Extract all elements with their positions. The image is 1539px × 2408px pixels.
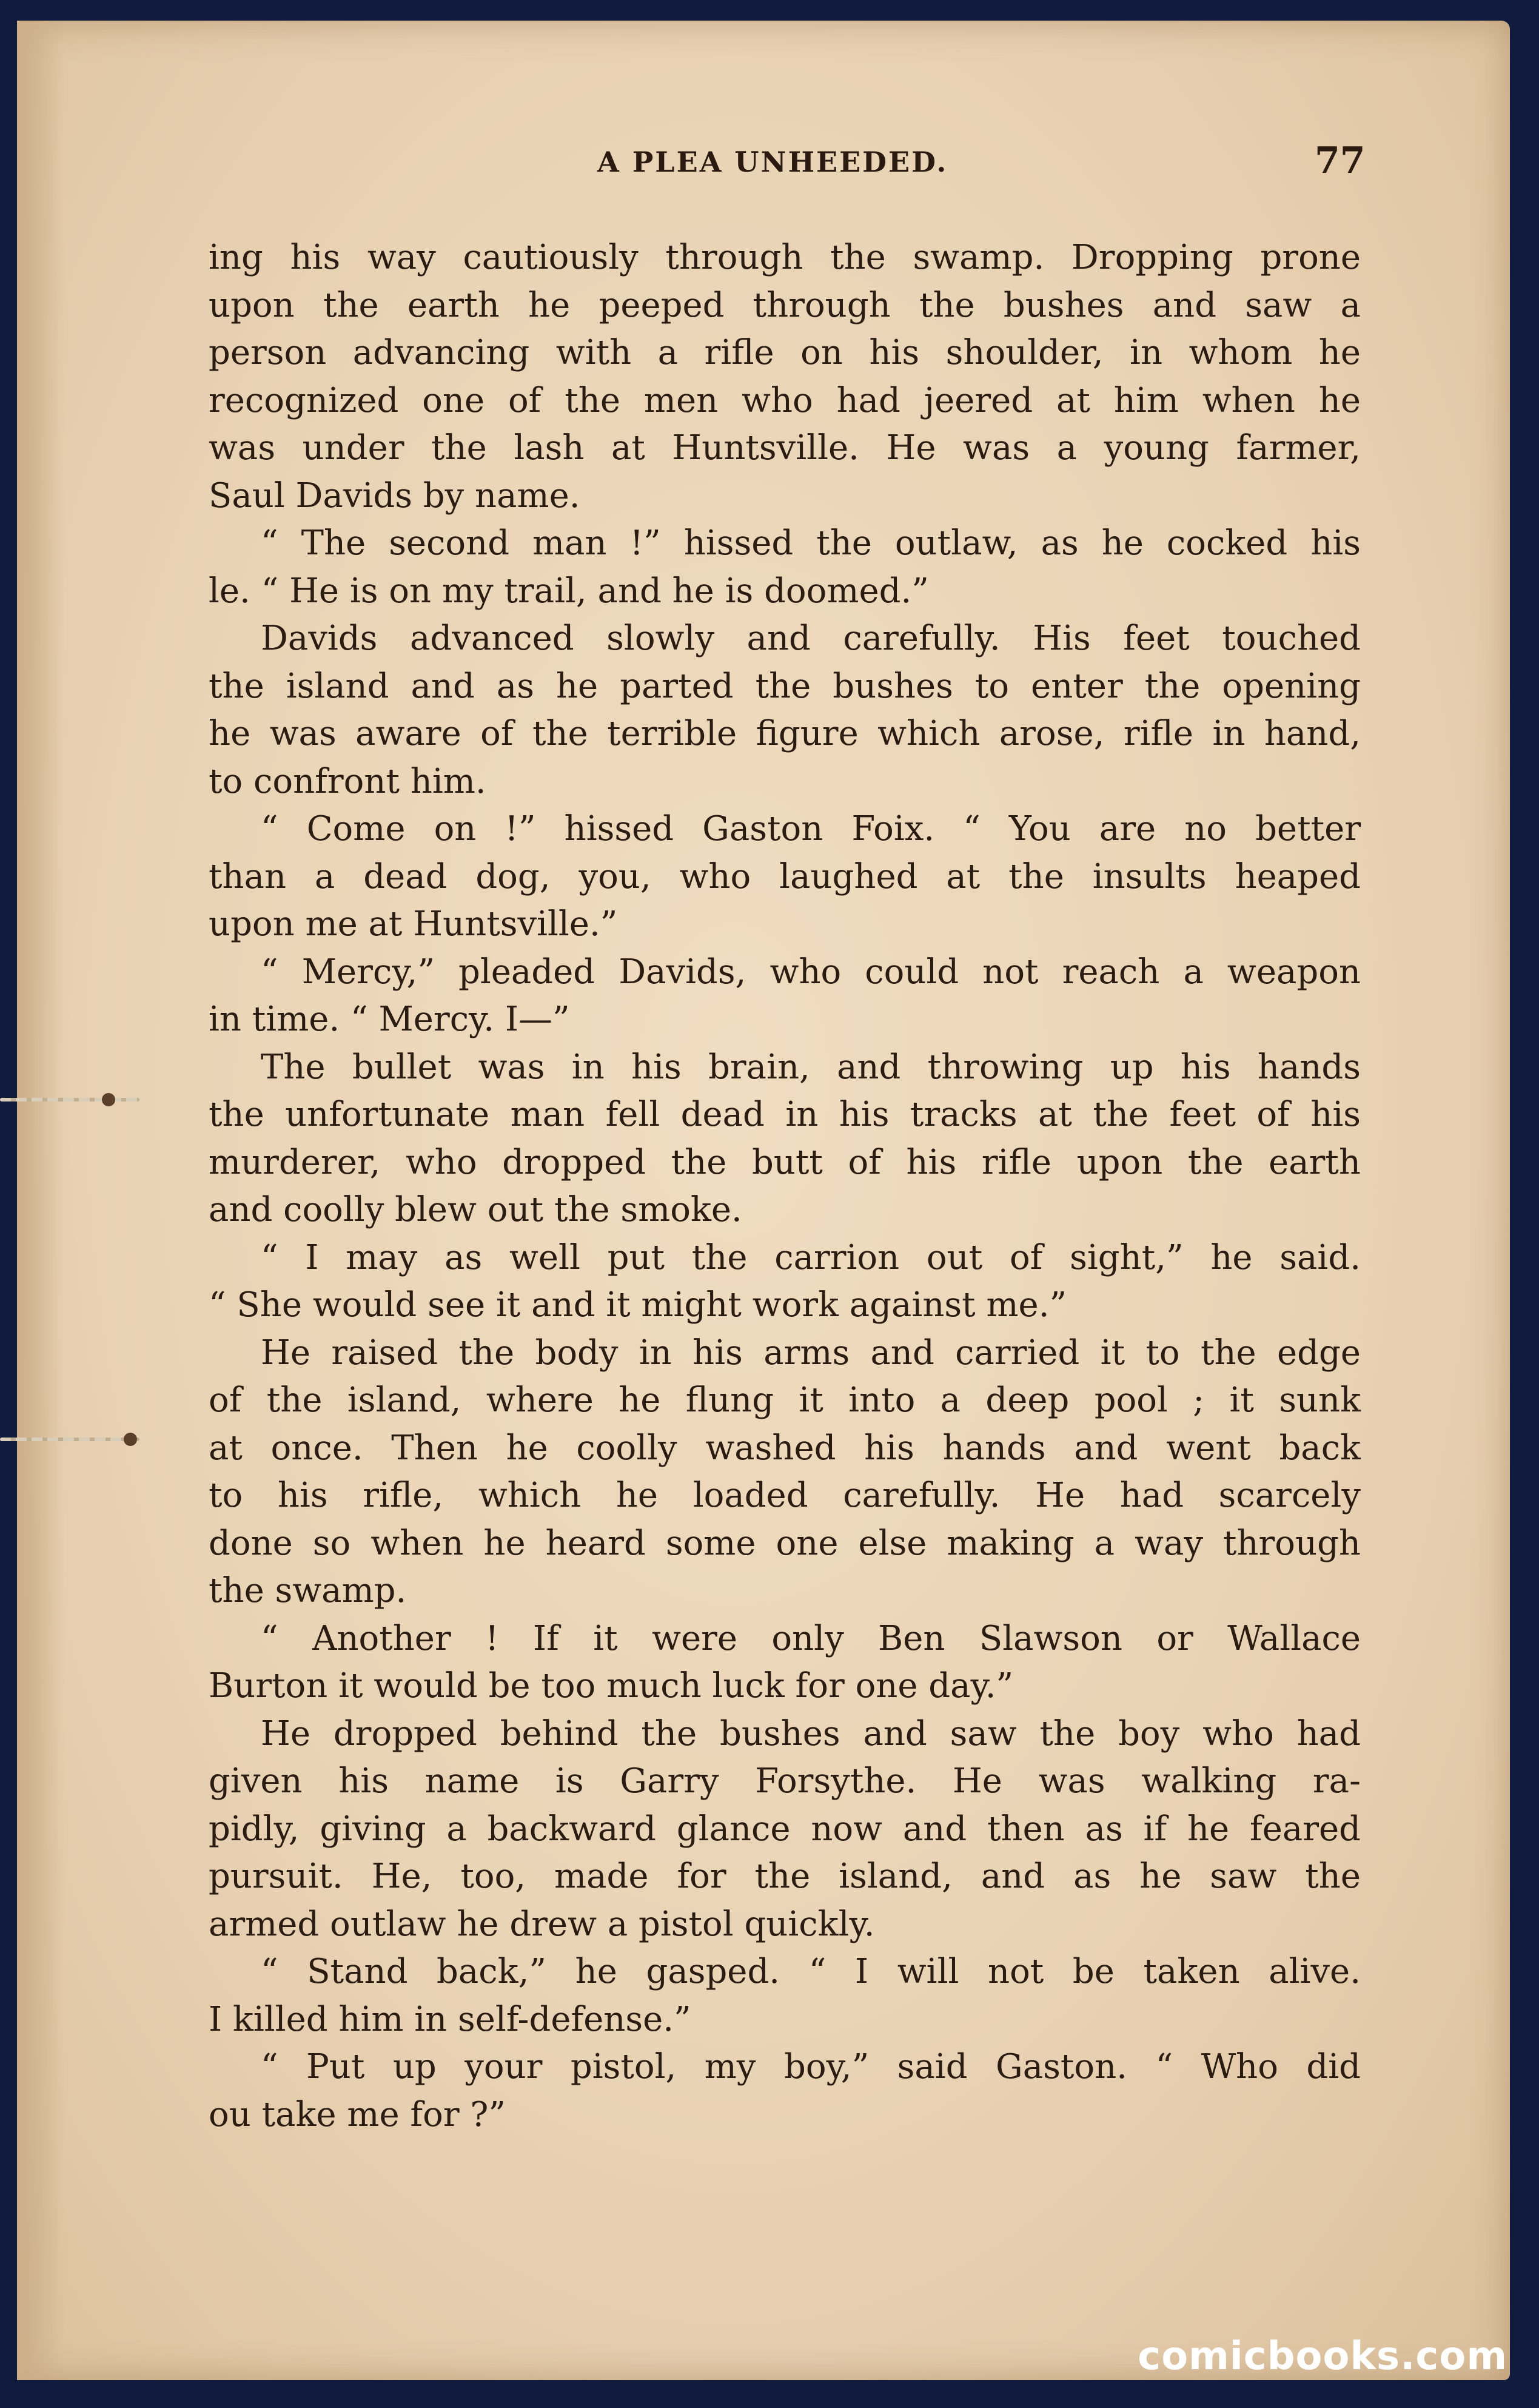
text-line: was under the lash at Huntsville. He was a young farmer,	[209, 428, 1361, 468]
paragraph	[209, 520, 1361, 615]
paragraph	[209, 949, 1361, 1044]
text-line: “ I may as well put the carrion out of sight,” he said.	[261, 1237, 1361, 1277]
text-line: pidly, giving a backward glance now and then as if he feared	[209, 1809, 1361, 1849]
paragraph	[209, 1710, 1361, 1949]
paragraph	[209, 1948, 1361, 2043]
binding-hole-upper	[102, 1093, 115, 1106]
paragraph	[209, 1234, 1361, 1330]
text-line: of the island, where he flung it into a deep pool ; it sunk	[209, 1381, 1361, 1420]
text-line: Davids advanced slowly and carefully. His feet touched	[261, 619, 1361, 658]
text-line: ing his way cautiously through the swamp. Dropping prone	[209, 238, 1361, 277]
text-line: the unfortunate man fell dead in his tracks at the feet of his	[209, 1095, 1361, 1134]
text-line: upon me at Huntsville.”	[209, 904, 618, 944]
text-line: the swamp.	[209, 1571, 407, 1610]
page-number: 77	[1315, 140, 1366, 182]
text-line: Saul Davids by name.	[209, 476, 580, 516]
binding-thread-lower	[0, 1438, 139, 1441]
binding-thread-upper	[0, 1098, 139, 1101]
paragraph	[209, 1044, 1361, 1234]
binding-hole-lower	[124, 1433, 137, 1446]
text-line: in time. “ Mercy. I—”	[209, 1000, 570, 1039]
text-line: “ Mercy,” pleaded Davids, who could not reach a weapon	[261, 952, 1361, 992]
text-line: at once. Then he coolly washed his hands and went back	[209, 1428, 1361, 1468]
paragraph	[209, 805, 1361, 949]
text-line: “ Stand back,” he gasped. “ I will not be taken alive.	[261, 1952, 1361, 1991]
text-line: “ Put up your pistol, my boy,” said Gaston. “ Who did	[261, 2047, 1361, 2087]
text-line: and coolly blew out the smoke.	[209, 1190, 742, 1229]
text-line: person advancing with a rifle on his shoulder, in whom he	[209, 333, 1361, 372]
text-line: The bullet was in his brain, and throwing up his hands	[261, 1047, 1361, 1087]
text-line: pursuit. He, too, made for the island, and as he saw the	[209, 1857, 1361, 1896]
text-line: ou take me for ?”	[209, 2094, 506, 2134]
body-text	[209, 234, 1361, 2139]
text-line: “ Come on !” hissed Gaston Foix. “ You are no better	[261, 809, 1361, 849]
running-head: A PLEA UNHEEDED.	[597, 146, 948, 178]
watermark-logo: comicbooks.com	[1138, 2334, 1507, 2379]
page-header	[0, 140, 1539, 188]
text-line: the island and as he parted the bushes to enter the opening	[209, 666, 1361, 706]
text-line: recognized one of the men who had jeered at him when he	[209, 380, 1361, 420]
paragraph	[209, 615, 1361, 805]
paragraph	[209, 1330, 1361, 1615]
text-line: armed outlaw he drew a pistol quickly.	[209, 1904, 875, 1944]
text-line: He dropped behind the bushes and saw the boy who had	[261, 1714, 1361, 1754]
text-line: done so when he heard some one else making a way through	[209, 1523, 1361, 1563]
text-line: given his name is Garry Forsythe. He was walking ra-	[209, 1761, 1361, 1801]
text-line: He raised the body in his arms and carried it to the edge	[261, 1333, 1361, 1373]
text-line: “ The second man !” hissed the outlaw, as he cocked his	[261, 523, 1361, 563]
paragraph	[209, 1615, 1361, 1710]
paragraph	[209, 234, 1361, 520]
text-line: Burton it would be too much luck for one day.”	[209, 1666, 1014, 1706]
page-gutter-shadow	[17, 21, 65, 2380]
text-line: he was aware of the terrible figure which arose, rifle in hand,	[209, 714, 1361, 753]
text-line: to confront him.	[209, 761, 486, 801]
text-line: upon the earth he peeped through the bushes and saw a	[209, 285, 1361, 325]
text-line: I killed him in self-defense.”	[209, 1999, 691, 2039]
text-line: “ She would see it and it might work against me.”	[209, 1285, 1067, 1325]
text-line: murderer, who dropped the butt of his rifle upon the earth	[209, 1142, 1361, 1182]
paragraph	[209, 2043, 1361, 2139]
text-line: to his rifle, which he loaded carefully. He had scarcely	[209, 1476, 1361, 1515]
text-line: le. “ He is on my trail, and he is doomed.”	[209, 571, 929, 611]
text-line: than a dead dog, you, who laughed at the insults heaped	[209, 856, 1361, 896]
text-line: “ Another ! If it were only Ben Slawson or Wallace	[261, 1618, 1361, 1658]
